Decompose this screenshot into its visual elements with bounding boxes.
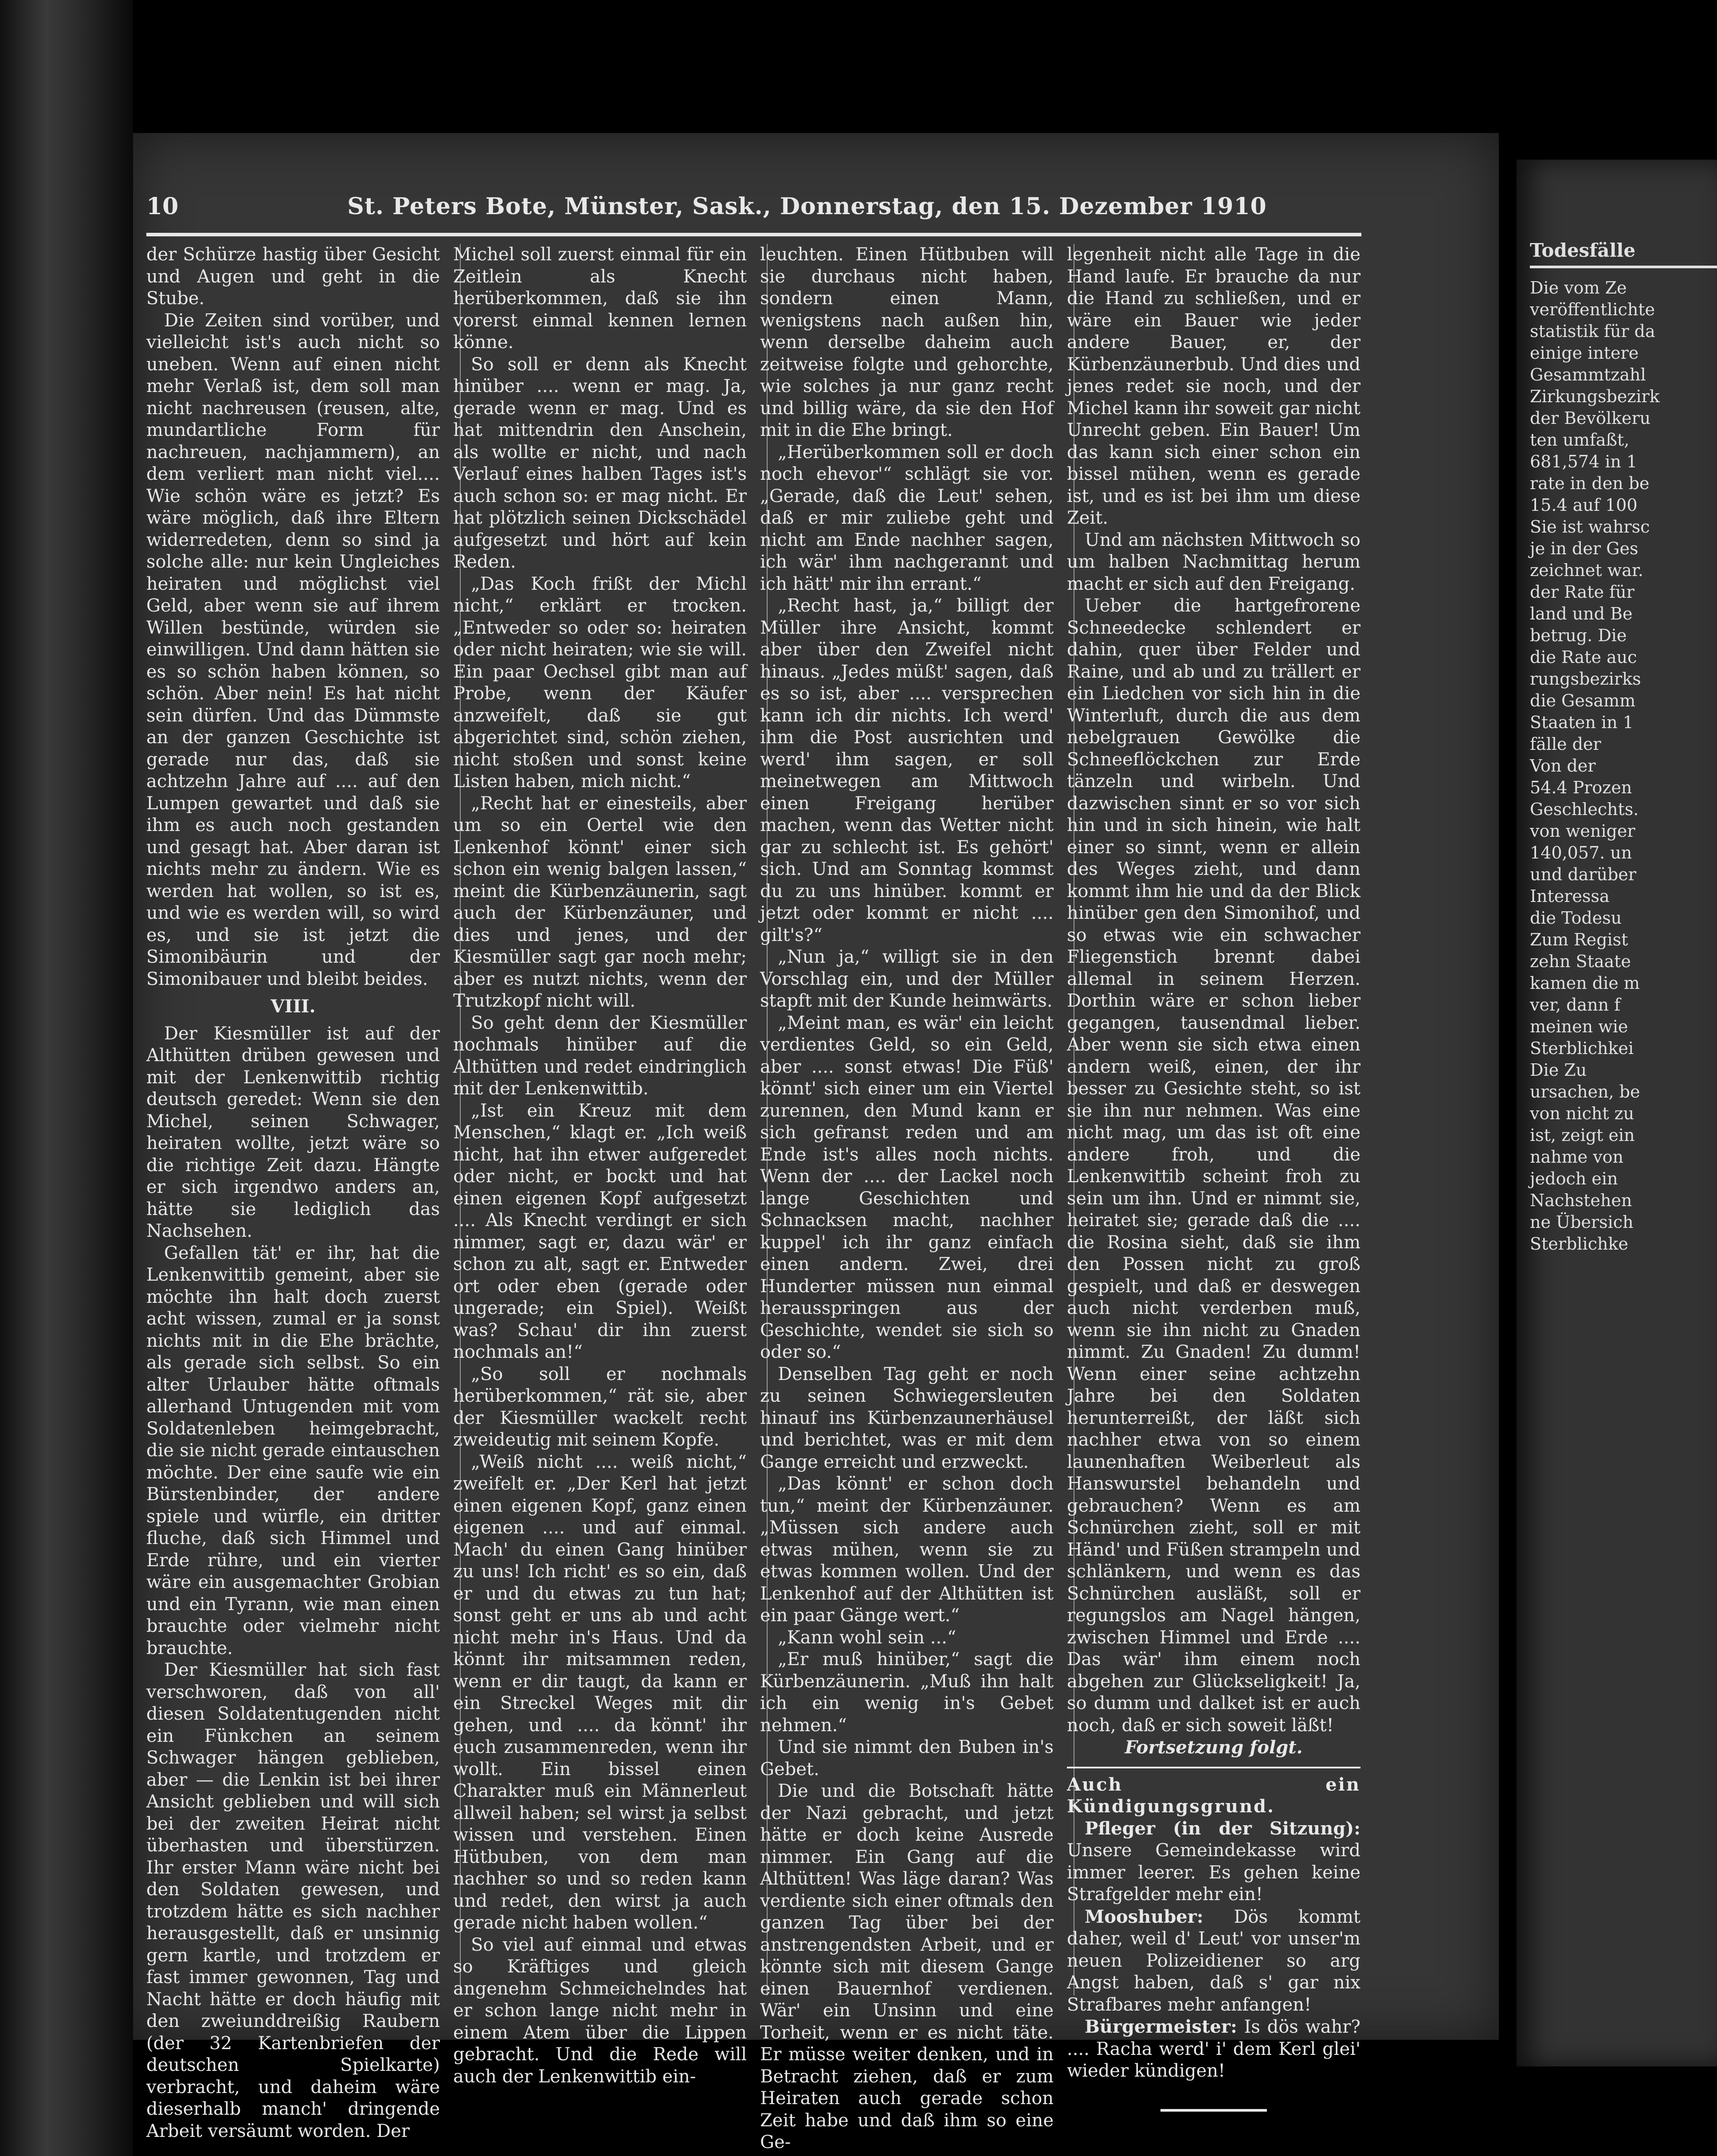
facing-page-line: Sterblichkei (1530, 1039, 1634, 1058)
masthead: St. Peters Bote, Münster, Sask., Donnerstag, den 15. Dezember 1910 (347, 192, 1267, 220)
speaker-name: Bürgermeister: (1085, 2016, 1237, 2037)
article-paragraph: Ueber die hartgefrorene Schneedecke schlendert er dahin, quer über Felder und Raine, und ab und zu trällert er ein Liedchen vor sich hin in die Winterluft, durch die aus dem nebelgrauen Gewölke die Schneeflöckchen zur Erde tänzeln und wirbeln. Und dazwischen sinnt er so vor sich hin und in sich hinein, wie halt einer so sinnt, wenn er allein des Weges zieht, und dann kommt ihm hie und da der Blick hinüber gen den Simonihof, und so etwas wie ein schwacher Fliegenstich brennt dabei allemal in seinem Herzen. Dorthin wäre er schon lieber gegangen, tausendmal lieber. Aber wenn sie sich etwa einen andern weiß, einen, der ihr besser zu Gesichte steht, so ist sie ihn nur nehmen. Was eine nicht mag, um das ist oft eine andere froh, und die Lenkenwittib scheint froh zu sein um ihn. Und er nimmt sie, heiratet sie; gerade daß die .... die Rosina sieht, daß sie ihm den Possen nicht zu groß gespielt, und daß er deswegen auch nicht verderben muß, wenn sie ihn nicht zu Gnaden nimmt. Zu Gnaden! Zu dumm! Wenn einer seine achtzehn Jahre bei den Soldaten herunterreißt, der läßt sich nachher etwa von so einem launenhaften Weiberleut als Hanswurstel behandeln und gebrauchen? Wenn es am Schnürchen zieht, soll er mit Händ' und Füßen strampeln und schlänkern, und wenn es das Schnürchen ausläßt, soll er regungslos am Nagel hängen, zwischen Himmel und Erde .... Das wär' ihm einem noch abgehen zur Glückseligkeit! Ja, so dumm und dalket ist er auch noch, daß er sich soweit läßt! (1067, 596, 1360, 1736)
facing-page-line: Zum Regist (1530, 930, 1628, 949)
article-paragraph: „Ist ein Kreuz mit dem Menschen,“ klagt er. „Ich weiß nicht, hat ihn etwer aufgeredet oder nicht, er bockt und hat einen eigenen Kopf aufgesetzt .... Als Knecht verdingt er sich nimmer, sagt er, dazu wär' er schon zu alt, sagt er. Entweder ort oder eben (gerade oder ungerade; ein Spiel). Weißt was? Schau' dir ihn zuerst nochmals an!“ (453, 1100, 747, 1362)
facing-page-line: Gesammtzahl (1530, 365, 1646, 384)
facing-page-line: nahme von (1530, 1147, 1624, 1167)
book-spine (0, 0, 133, 2156)
dialogue-text: Is dös wahr? .... Racha werd' i' dem Kerl glei' wieder kündigen! (1067, 2017, 1360, 2081)
facing-page-line: Von der (1530, 756, 1596, 776)
article-paragraph: der Schürze hastig über Gesicht und Augen und geht in die Stube. (146, 244, 440, 309)
article-paragraph: „Recht hat er einesteils, aber um so ein Oertel wie den Lenkenhof könnt' einer sich schon ein wenig balgen lassen,“ meint die Kürbenzäunerin, sagt auch der Kürbenzäuner, und dies und jenes, und der Kiesmüller sagt gar noch mehr; aber es nutzt nichts, wenn der Trutzkopf nicht will. (453, 793, 747, 1011)
chapter-heading: VIII. (270, 996, 316, 1017)
column-1 (146, 244, 440, 2141)
facing-page-line: die Rate auc (1530, 647, 1637, 667)
column-4 (1067, 244, 1360, 2081)
article-paragraph: „Herüberkommen soll er doch noch ehevor'“ schlägt sie vor. „Gerade, daß die Leut' sehen, daß er mir zuliebe geht und nicht am Ende nachher sagen, ich wär' ihm nachgerannt und ich hätt' mir ihn errant.“ (760, 442, 1054, 594)
facing-page-line: zehn Staate (1530, 952, 1631, 971)
facing-page-line: 15.4 auf 100 (1530, 495, 1638, 515)
article-paragraph: legenheit nicht alle Tage in die Hand laufe. Er brauche da nur die Hand zu schließen, und er wäre ein Bauer wie jeder andere Bauer, er, der Kürbenzäunerbub. Und dies und jenes redet sie noch, und der Michel kann ihr soweit gar nicht Unrecht geben. Ein Bauer! Um das kann sich einer schon ein bissel mühen, wenn es gerade ist, und es ist bei ihm um diese Zeit. (1067, 244, 1360, 528)
facing-page-line: kamen die m (1530, 973, 1640, 993)
facing-page-line: Sterblichke (1530, 1234, 1628, 1254)
facing-page-line: ist, zeigt ein (1530, 1125, 1635, 1145)
page-number: 10 (146, 192, 179, 220)
article-paragraph: Und sie nimmt den Buben in's Gebet. (760, 1737, 1054, 1780)
article-paragraph: Und am nächsten Mittwoch so um halben Nachmittag herum macht er sich auf den Freigang. (1067, 529, 1360, 594)
article-columns (146, 244, 1361, 2152)
article-paragraph: So viel auf einmal und etwas so Kräftiges und gleich angenehm Schmeichelndes hat er schon lange nicht mehr in einem Atem über die Lippen gebracht. Und die Rede will auch der Lenkenwittib ein- (453, 1934, 747, 2087)
facing-page-line: Sie ist wahrsc (1530, 517, 1650, 537)
facing-page-line: 140,057. un (1530, 843, 1632, 862)
facing-page-line: die Todesu (1530, 908, 1622, 928)
article-paragraph: „Nun ja,“ willigt sie in den Vorschlag ein, und der Müller stapft mit der Kunde heimwärts. (760, 947, 1054, 1011)
article-paragraph: „Das könnt' er schon doch tun,“ meint der Kürbenzäuner. „Müssen sich andere auch etwas mühen, wenn sie zu etwas kommen wollen. Und der Lenkenhof auf der Althütten ist ein paar Gänge wert.“ (760, 1474, 1054, 1626)
facing-page-line: statistik für da (1530, 321, 1655, 341)
article-paragraph (1067, 1906, 1360, 2016)
facing-page (1517, 160, 1717, 2066)
article-paragraph: Die Zeiten sind vorüber, und vielleicht ist's auch nicht so uneben. Wenn auf einen nicht mehr Verlaß ist, dem soll man nicht nachreusen (reusen, alte, mundartliche Form für nachreuen, nachjammern), an dem verliert man nicht viel.... Wie schön wäre es jetzt? Es wäre möglich, daß ihre Eltern widerredeten, denn so sind ja solche alle: nur kein Ungleiches heiraten und möglichst viel Geld, aber wenn sie auf ihrem Willen bestünde, würden sie einwilligen. Und dann hätten sie es so schön haben können, so schön. Aber nein! Es hat nicht sein dürfen. Und das Dümmste an der ganzen Geschichte ist gerade nur das, daß sie achtzehn Jahre auf .... auf den Lumpen gewartet und daß sie ihm es auch noch gestanden und gesagt hat. Aber daran ist nichts mehr zu ändern. Wie es werden hat wollen, so ist es, und wie es werden will, so wird es, und sie ist jetzt die Simonibäurin und der Simonibauer und bleibt beides. (146, 310, 440, 989)
facing-page-line: Nachstehen (1530, 1191, 1632, 1210)
facing-page-line: 54.4 Prozen (1530, 778, 1632, 797)
article-paragraph: „Recht hast, ja,“ billigt der Müller ihre Ansicht, kommt aber über den Zweifel nicht hinaus. „Jedes müßt' sagen, daß es so ist, aber .... versprechen kann ich dir nichts. Ich werd' ihm die Post ausrichten und werd' ihm sagen, er soll meinetwegen am Mittwoch einen Freigang herüber machen, wenn das Wetter nicht gar zu schlecht ist. Es gehört' sich. Und am Sonntag kommst du zu uns hinüber. kommt er jetzt oder kommt er nicht .... gilt's?“ (760, 596, 1054, 945)
facing-page-line: land und Be (1530, 604, 1633, 623)
facing-page-line: ten umfaßt, (1530, 430, 1630, 450)
header-rule (146, 233, 1361, 236)
facing-page-line: die Gesamm (1530, 691, 1636, 710)
speaker-name: Mooshuber: (1085, 1906, 1203, 1927)
facing-page-line: ursachen, be (1530, 1082, 1640, 1102)
facing-page-line: von nicht zu (1530, 1104, 1635, 1123)
article-paragraph: Die und die Botschaft hätte der Nazi gebracht, und jetzt hätte er doch keine Ausrede nimmer. Ein Gang auf die Althütten! Was läge daran? Was verdiente sich einer oftmals den ganzen Tag über bei der anstrengendsten Arbeit, und er könnte sich mit diesem Gange einen Bauernhof verdienen. Wär' ein Unsinn und eine Torheit, wenn er es nicht täte. Er müsse weiter denken, und in Betracht ziehen, daß er zum Heiraten auch gerade schon Zeit habe und daß ihm so eine Ge- (760, 1781, 1054, 2152)
facing-page-line: betrug. Die (1530, 626, 1627, 645)
dialogue-text: Dös kommt daher, weil d' Leut' vor unser'm neuen Polizeidiener so arg Angst haben, daß s' gar nix Strafbares mehr anfangen! (1067, 1906, 1360, 2015)
facing-page-line: veröffentlichte (1530, 300, 1655, 319)
facing-page-line: ver, dann f (1530, 995, 1621, 1015)
facing-page-line: Die vom Ze (1530, 278, 1627, 298)
article-paragraph: So geht denn der Kiesmüller nochmals hinüber auf die Althütten und redet eindringlich mit der Lenkenwittib. (453, 1012, 747, 1099)
column-3 (760, 244, 1054, 2152)
article-paragraph: Denselben Tag geht er noch zu seinen Schwiegersleuten hinauf ins Kürbenzaunerhäusel und berichtet, was er mit dem Gange erreicht und erzweckt. (760, 1364, 1054, 1472)
article-paragraph: Der Kiesmüller hat sich fast verschworen, daß von all' diesen Soldatentugenden nicht ein Fünkchen an seinem Schwager hängen geblieben, aber — die Lenkin ist bei ihrer Ansicht geblieben und will sich bei der zweiten Heirat nicht überhasten und überstürzen. Ihr erster Mann wäre nicht bei den Soldaten gewesen, und trotzdem hätte es sich nachher herausgestellt, daß er unsinnig gern kartle, und trotzdem er fast immer gewonnen, Tag und Nacht hätte er doch häufig mit den zweiunddreißig Raubern (der 32 Kartenbriefen der deutschen Spielkarte) verbracht, und daheim wäre dieserhalb manch' dringende Arbeit versäumt worden. Der (146, 1660, 440, 2141)
article-paragraph: „Er muß hinüber,“ sagt die Kürbenzäunerin. „Muß ihn halt ich ein wenig in's Gebet nehmen.“ (760, 1649, 1054, 1736)
facing-page-line: jedoch ein (1530, 1169, 1618, 1188)
facing-page-line: Geschlechts. (1530, 800, 1639, 819)
page-header (146, 182, 1361, 231)
anecdote-title: Auch ein Kündigungsgrund. (1067, 1774, 1360, 1817)
facing-page-line: einige intere (1530, 343, 1639, 363)
article-paragraph: „Kann wohl sein ...“ (778, 1627, 957, 1648)
dialogue-text: Unsere Gemeindekasse wird immer leerer. Es gehen keine Strafgelder mehr ein! (1067, 1840, 1360, 1905)
article-paragraph: So soll er denn als Knecht hinüber .... wenn er mag. Ja, gerade wenn er mag. Und es hat mittendrin den Anschein, als wollte er nicht, und nach Verlauf eines halben Tages ist's auch schon so: er mag nicht. Er hat plötzlich seinen Dickschädel aufgesetzt und hört auf kein Reden. (453, 354, 747, 572)
facing-page-line: rate in den be (1530, 474, 1650, 493)
facing-page-line: Zirkungsbezirk (1530, 387, 1660, 406)
article-paragraph: Gefallen tät' er ihr, hat die Lenkenwittib gemeint, aber sie möchte ihn halt doch zuerst acht wissen, zumal er ja sonst nichts mit in die Ehe brächte, als gerade sich selbst. So ein alter Urlauber hätte oftmals allerhand Untugenden mit vom Soldatenleben heimgebracht, die sie nicht gerade eintauschen möchte. Der eine saufe wie ein Bürstenbinder, der andere spiele und würfle, ein dritter fluche, daß sich Himmel und Erde rühre, und ein vierter wäre ein ausgemachter Grobian und ein Tyrann, wie man einen brauchte oder vielmehr nicht brauchte. (146, 1243, 440, 1658)
facing-page-line: von weniger (1530, 821, 1635, 841)
facing-page-line: je in der Ges (1530, 539, 1639, 558)
continuation-note: Fortsetzung folgt. (1067, 1737, 1360, 1768)
facing-page-text (1517, 277, 1717, 1255)
facing-page-line: und darüber (1530, 865, 1636, 884)
facing-page-line: Die Zu (1530, 1060, 1587, 1080)
facing-page-rule (1530, 266, 1717, 268)
facing-page-line: der Rate für (1530, 582, 1635, 602)
facing-page-line: meinen wie (1530, 1017, 1628, 1036)
facing-page-title: Todesfälle (1530, 239, 1636, 261)
article-paragraph (1067, 2016, 1360, 2082)
article-paragraph: „So soll er nochmals herüberkommen,“ rät sie, aber der Kiesmüller wackelt recht zweideutig mit seinem Kopfe. (453, 1364, 747, 1450)
column-2 (453, 244, 747, 2087)
facing-page-line: fälle der (1530, 734, 1601, 754)
article-paragraph (1067, 1818, 1360, 1906)
facing-page-line: Staaten in 1 (1530, 713, 1634, 732)
newspaper-page (133, 133, 1499, 2152)
article-paragraph: leuchten. Einen Hütbuben will sie durchaus nicht haben, sondern einen Mann, wenigstens nach außen hin, wenn derselbe daheim auch zeitweise folgte und gehorchte, wie solches ja nur ganz recht und billig wäre, da sie den Hof mit in die Ehe bringt. (760, 244, 1054, 440)
speaker-name: Pfleger (in der Sitzung): (1085, 1818, 1360, 1839)
article-paragraph: Der Kiesmüller ist auf der Althütten drüben gewesen und mit der Lenkenwittib richtig deutsch geredet: Wenn sie den Michel, seinen Schwager, heiraten wollte, jetzt wäre so die richtige Zeit dazu. Hängte er sich irgendwo anders an, hätte sie lediglich das Nachsehen. (146, 1023, 440, 1241)
article-paragraph: „Weiß nicht .... weiß nicht,“ zweifelt er. „Der Kerl hat jetzt einen eigenen Kopf, ganz einen eigenen .... und auf einmal. Mach' du einen Gang hinüber zu uns! Ich richt' es so ein, daß er und du etwas zu tun hat; sonst geht er uns ab und acht nicht mehr in's Haus. Und da könnt ihr mitsammen reden, wenn er dir taugt, da kann er ein Streckel Weges mit dir gehen, und .... da könnt' ihr euch zusammenreden, wenn ihr wollt. Ein bissel einen Charakter muß ein Männerleut allweil haben; sel wirst ja selbst wissen und verstehen. Einen Hütbuben, von dem man nachher so und so reden kann und redet, den wirst ja auch gerade nicht haben wollen.“ (453, 1451, 747, 1933)
facing-page-line: rungsbezirks (1530, 669, 1641, 689)
facing-page-line: 681,574 in 1 (1530, 452, 1638, 471)
facing-page-line: zeichnet war. (1530, 561, 1643, 580)
article-paragraph: Michel soll zuerst einmal für ein Zeitlein als Knecht herüberkommen, daß sie ihn vorerst einmal kennen lernen könne. (453, 244, 747, 353)
facing-page-line: ne Übersich (1530, 1212, 1634, 1232)
facing-page-line: der Bevölkeru (1530, 408, 1651, 428)
facing-page-line: Interessa (1530, 886, 1610, 906)
article-paragraph: „Das Koch frißt der Michl nicht,“ erklärt er trocken. „Entweder so oder so: heiraten oder nicht heiraten; wie sie will. Ein paar Oechsel gibt man auf Probe, wenn der Käufer anzweifelt, daß sie gut abgerichtet sind, schön ziehen, nicht stoßen und sonst keine Listen haben, mich nicht.“ (453, 573, 747, 792)
article-paragraph: „Meint man, es wär' ein leicht verdientes Geld, so ein Geld, aber .... sonst etwas! Die Füß' könnt' sich einer um ein Viertel zurennen, den Mund kann er sich gefranst reden und am Ende ist's alles noch nichts. Wenn der .... der Lackel noch lange Geschichten und Schnacksen macht, nachher kuppel' ich ihr ganz einfach einen andern. Zwei, drei Hunderter müssen nun einmal herausspringen aus der Geschichte, wendet sie sich so oder so.“ (760, 1012, 1054, 1362)
end-rule (1160, 2109, 1267, 2112)
